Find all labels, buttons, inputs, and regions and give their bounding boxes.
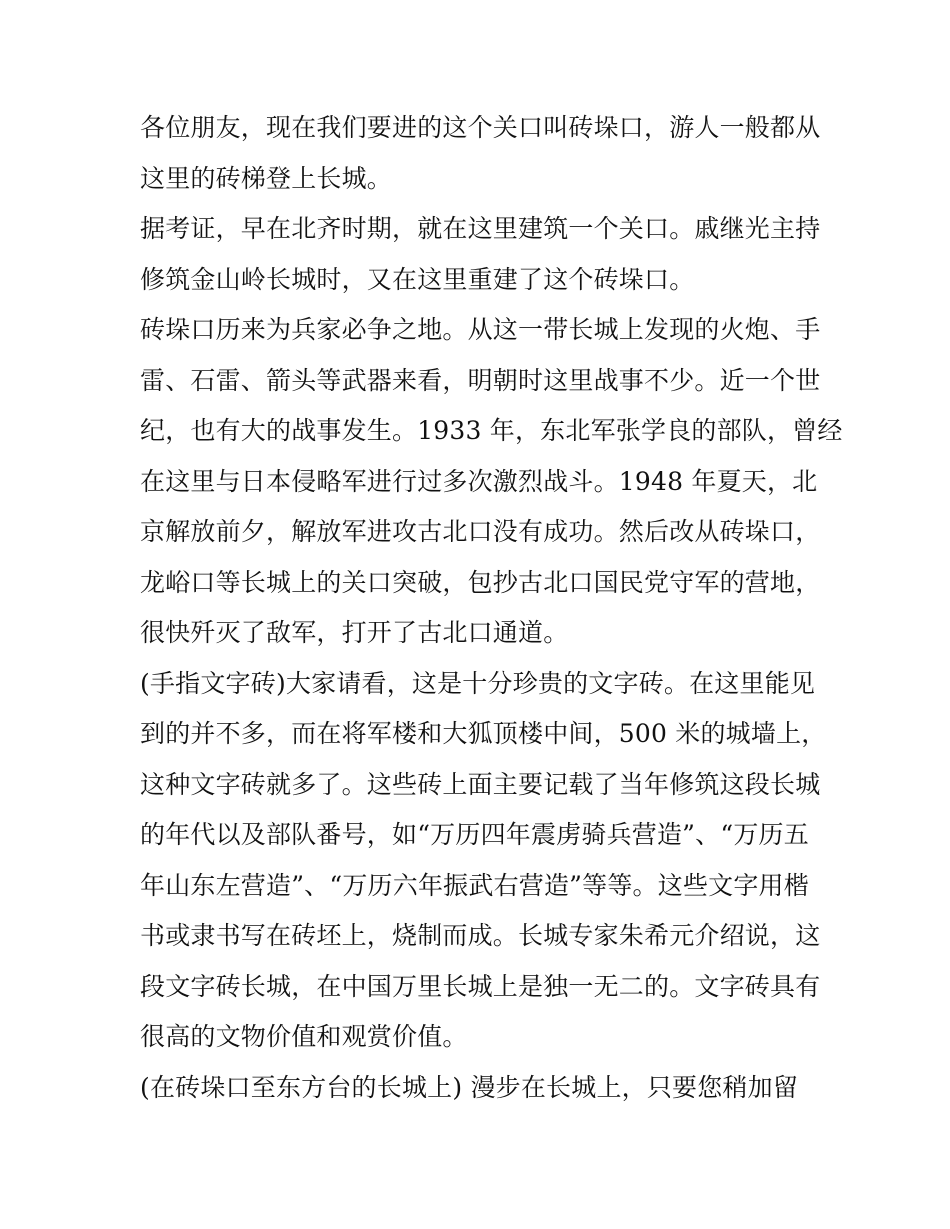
text-line: 各位朋友，现在我们要进的这个关口叫砖垛口，游人一般都从 — [140, 113, 821, 142]
text-line: 据考证，早在北齐时期，就在这里建筑一个关口。戚继光主持 — [140, 214, 821, 243]
text-line: 很高的文物价值和观赏价值。 — [140, 1022, 468, 1051]
body-text — [140, 103, 843, 1113]
text-line: 修筑金山岭长城时，又在这里重建了这个砖垛口。 — [140, 264, 695, 294]
text-line: 到的并不多，而在将军楼和大狐顶楼中间，500 米的城墙上， — [140, 719, 827, 748]
text-line: 在这里与日本侵略军进行过多次激烈战斗。1948 年夏天，北 — [140, 466, 818, 496]
text-line: 这种文字砖就多了。这些砖上面主要记载了当年修筑这段长城 — [140, 769, 821, 799]
text-line: 年山东左营造”、“万历六年振武右营造”等等。这些文字用楷 — [140, 870, 809, 900]
text-line: 纪，也有大的战事发生。1933 年，东北军张学良的部队，曾经 — [140, 416, 843, 445]
text-line: (在砖垛口至东方台的长城上) 漫步在长城上，只要您稍加留 — [140, 1072, 799, 1102]
text-line: 书或隶书写在砖坯上，烧制而成。长城专家朱希元介绍说，这 — [140, 921, 821, 950]
text-line: 这里的砖梯登上长城。 — [140, 163, 393, 193]
text-line: 京解放前夕，解放军进攻古北口没有成功。然后改从砖垛口， — [140, 517, 821, 546]
text-line: 龙峪口等长城上的关口突破，包抄古北口国民党守军的营地， — [140, 567, 821, 597]
text-line: 雷、石雷、箭头等武器来看，明朝时这里战事不少。近一个世 — [140, 365, 821, 395]
text-line: 的年代以及部队番号，如“万历四年震虏骑兵营造”、“万历五 — [140, 820, 809, 849]
text-line: 段文字砖长城，在中国万里长城上是独一无二的。文字砖具有 — [140, 971, 821, 1001]
text-line: 砖垛口历来为兵家必争之地。从这一带长城上发现的火炮、手 — [140, 315, 821, 344]
text-line: 很快歼灭了敌军，打开了古北口通道。 — [140, 618, 569, 647]
text-line: (手指文字砖)大家请看，这是十分珍贵的文字砖。在这里能见 — [140, 668, 816, 698]
